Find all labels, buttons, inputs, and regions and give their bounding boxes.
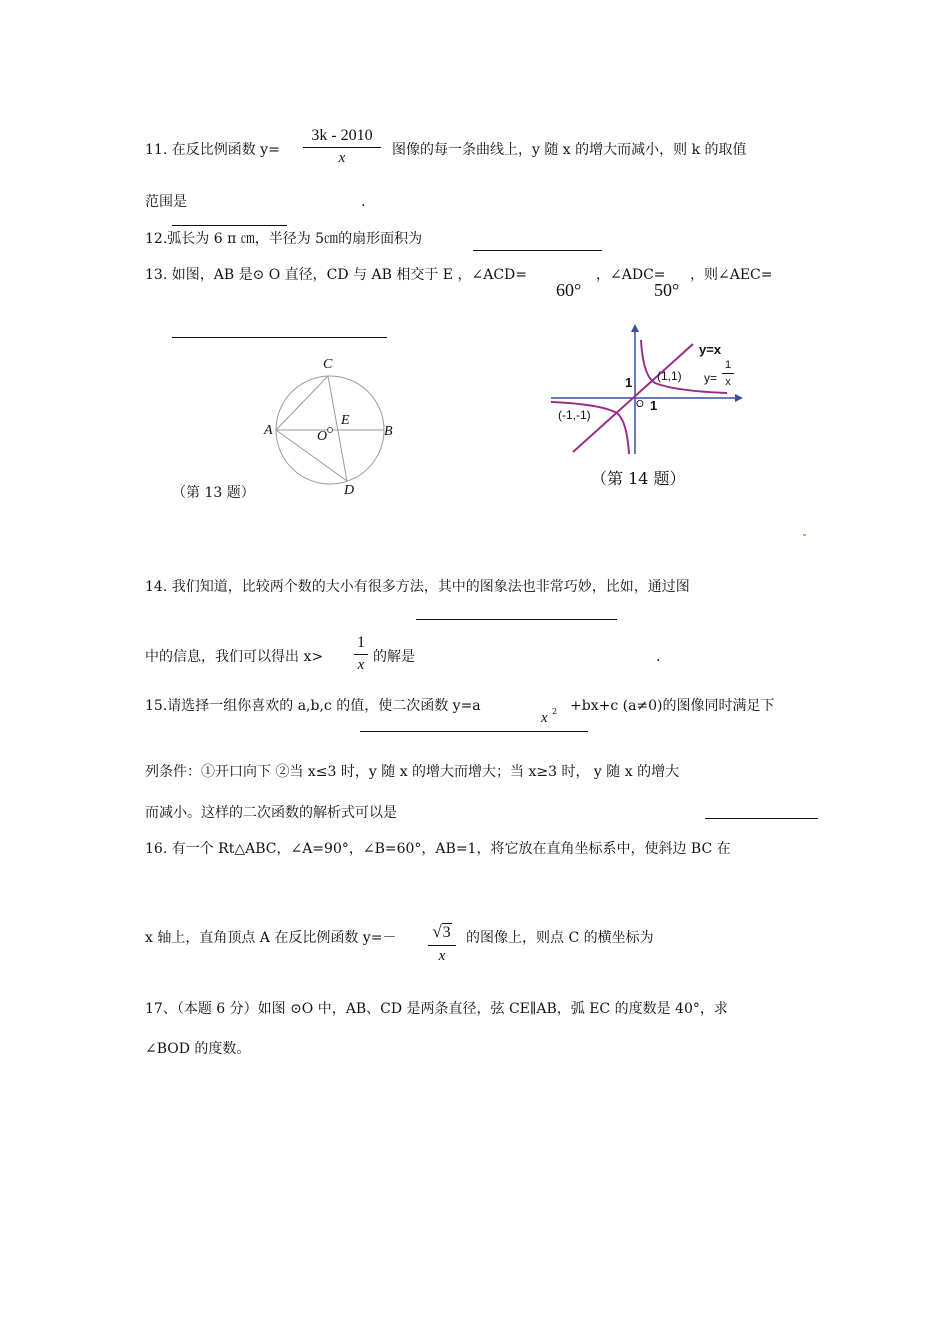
q17-line2: ∠BOD 的度数。 — [145, 1041, 251, 1057]
hyperbola-num: 1 — [724, 359, 732, 371]
center-point-o — [328, 428, 333, 433]
label-o: O — [317, 429, 328, 444]
label-e: E — [341, 413, 350, 428]
figure-13-circle-diagram — [255, 350, 405, 500]
x-axis-arrow — [735, 394, 743, 402]
stray-mark — [803, 534, 806, 536]
q16-denominator: x — [438, 948, 446, 964]
q13-tail: ，则∠AEC= — [690, 267, 773, 283]
figure-13-caption: （第 13 题） — [172, 485, 255, 501]
q15-underline — [360, 731, 588, 732]
q15-x: x — [541, 710, 548, 726]
figure-14-caption: （第 14 题） — [591, 469, 686, 488]
q13-mid: ，∠ADC= — [596, 267, 666, 283]
label-point-neg1-neg1: (-1,-1) — [558, 408, 591, 422]
q13-adc-value: 50° — [654, 280, 680, 300]
q12-answer-blank — [473, 250, 602, 251]
q11-lead: 11. 在反比例函数 y= — [145, 142, 280, 158]
label-hyperbola-prefix: y= — [704, 371, 718, 385]
q14-frac-den: x — [357, 657, 365, 673]
q11-answer-blank — [172, 225, 287, 226]
q16-line2-tail: 的图像上，则点 C 的横坐标为 — [466, 930, 654, 946]
q16-fraction: √3 x — [428, 922, 456, 965]
label-point-1-1: (1,1) — [657, 369, 682, 383]
label-d: D — [344, 483, 355, 498]
q11-fraction — [303, 127, 381, 167]
q14-fraction — [354, 634, 368, 674]
q14-frac-num: 1 — [357, 634, 365, 651]
y-axis-arrow — [631, 324, 639, 332]
q15-line3: 而减小。这样的二次函数的解析式可以是 — [145, 805, 397, 821]
q15-mid: +bx+c (a≠0)的图像同时满足下 — [570, 698, 775, 714]
q16-line1: 16. 有一个 Rt△ABC，∠A=90°，∠B=60°，AB=1，将它放在直角坐标系中，使斜边 BC 在 — [145, 841, 731, 857]
label-a: A — [264, 423, 273, 438]
q15-lead: 15.请选择一组你喜欢的 a,b,c 的值，使二次函数 y=a — [145, 698, 481, 714]
q12-text: 12.弧长为 6 π ㎝，半径为 5㎝的扇形面积为 — [145, 231, 423, 247]
figure-14-graph — [545, 318, 745, 458]
origin-label: O — [636, 399, 644, 410]
q13-answer-blank — [172, 337, 387, 338]
q13-lead: 13. 如图，AB 是⊙ O 直径，CD 与 AB 相交于 E ，∠ACD= — [145, 267, 527, 283]
q15-line2: 列条件：①开口向下 ②当 x≤3 时，y 随 x 的增大而增大；当 x≥3 时， y 随 x 的增大 — [145, 764, 680, 780]
q14-line2-lead: 中的信息，我们可以得出 x> — [145, 649, 324, 665]
q14-line2-tail: 的解是 — [373, 649, 415, 665]
q17-line1: 17、（本题 6 分）如图 ⊙O 中，AB、CD 是两条直径，弦 CE∥AB，弧 EC 的度数是 40°，求 — [145, 1001, 728, 1017]
label-hyperbola-fraction — [722, 359, 734, 388]
q15-answer-blank — [705, 818, 818, 819]
q11-denominator: x — [338, 150, 346, 166]
q14-period: . — [656, 649, 661, 665]
hyperbola-den: x — [725, 376, 731, 388]
q14-answer-blank — [416, 619, 617, 620]
label-y-equals-x: y=x — [699, 342, 722, 357]
chord-ad — [276, 430, 347, 481]
tick-label-x-1: 1 — [650, 398, 658, 413]
q11-line2: 范围是 — [145, 194, 187, 210]
q16-line2-lead: x 轴上，直角顶点 A 在反比例函数 y=－ — [145, 930, 397, 946]
q14-line1: 14. 我们知道，比较两个数的大小有很多方法，其中的图象法也非常巧妙，比如，通过图 — [145, 579, 690, 595]
label-c: C — [323, 357, 333, 372]
q11-tail: 图像的每一条曲线上，y 随 x 的增大而减小，则 k 的取值 — [392, 142, 747, 158]
q13-acd-value: 60° — [556, 280, 582, 300]
q15-exponent: 2 — [552, 707, 558, 716]
q16-radicand: 3 — [442, 924, 451, 941]
q11-period: . — [361, 194, 366, 210]
tick-label-y-1: 1 — [625, 375, 633, 390]
label-b: B — [384, 424, 393, 439]
q11-numerator: 3k - 2010 — [311, 127, 373, 144]
